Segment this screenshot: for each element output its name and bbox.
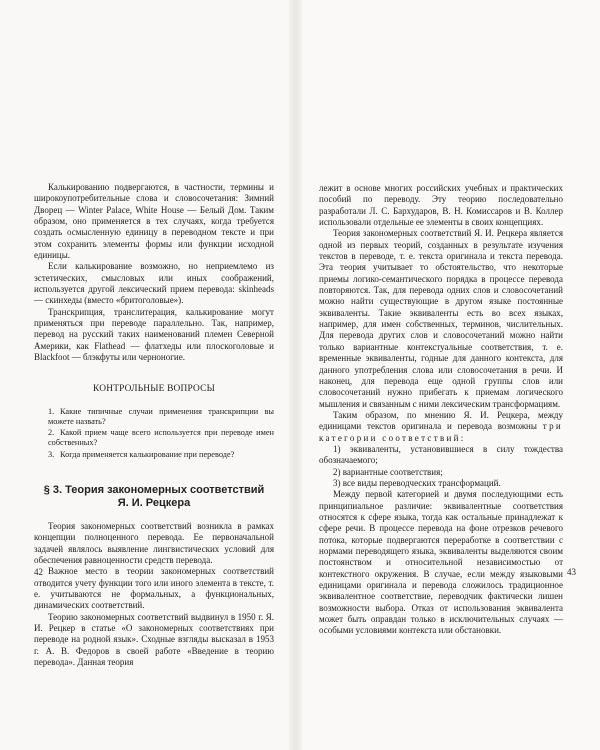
categories-intro: Таким образом, по мнению Я. И. Рецкера, между единицами текстов оригинала и перевода возможны <box>319 409 563 432</box>
questions-list <box>34 407 274 460</box>
question-item <box>48 450 274 460</box>
question-number: 1. <box>48 406 55 416</box>
section-title <box>34 484 274 511</box>
right-text-column <box>319 183 563 637</box>
section-title-line: Я. И. Рецкера <box>117 497 191 510</box>
question-item <box>48 428 274 448</box>
section-title-line: § 3. Теория закономерных соответствий <box>43 483 265 496</box>
category-item: 1) эквиваленты, установившиеся в силу тождества обозначаемого; <box>319 443 563 466</box>
book-gutter <box>289 0 302 750</box>
left-text-column <box>34 182 274 668</box>
right-page <box>302 0 600 750</box>
paragraph: лежит в основе многих российских учебных и практических пособий по переводу. Эту теорию последовательно разработали Л. С. Бархударов, В. Н. Комиссаров и В. Коллер использовали отдельные ее элементы в своих концепциях. <box>319 183 563 228</box>
category-item: 2) вариантные соответствия; <box>333 466 443 477</box>
question-number: 3. <box>48 449 55 459</box>
page-number: 42 <box>34 567 43 577</box>
question-text: Какой прием чаще всего используется при переводе имен собственных? <box>48 428 274 448</box>
question-text: Когда применяется калькирование при переводе? <box>60 449 235 459</box>
categories-spaced-text: три категории соответствий <box>319 421 563 443</box>
paragraph: Транскрипция, транслитерация, калькирование могут применяться при переводе параллельно. Так, например, перевод на русский таких наименований племен Северной Америки, как Flathead — флатхеды или плоскоголовые и Blackfoot — блэкфуты или черноногие. <box>34 306 274 363</box>
paragraph: Если калькирование возможно, но неприемлемо из эстетических, смысловых или иных соображений, используется другой лексический прием перевода: skinheads — скинхеды (вместо «бритоголовые»). <box>34 261 274 306</box>
question-number: 2. <box>48 428 55 438</box>
page-number: 43 <box>567 567 576 577</box>
paragraph: Теорию закономерных соответствий выдвинул в 1950 г. Я. И. Рецкер в статье «О закономерных соответствиях при переводе на родной язык». Сходные взгляды высказал в 1953 г. А. В. Федоров в своей работе «Введение в теорию перевода». Данная теория <box>34 611 274 667</box>
question-item <box>48 407 274 427</box>
paragraph: Таким образом, по мнению Я. И. Рецкера, между единицами текстов оригинала и перевода возможны три категории соответствий: <box>319 409 563 443</box>
paragraph: Калькированию подвергаются, в частности, термины и широкоупотребительные слова и словосочетания: Зимний Дворец — Winter Palace, White House — Белый Дом. Таким образом, оно применяется в тех случаях, когда требуется создать осмысленную единицу в переводном тексте и при этом сохранить элементы формы или функции исходной единицы. <box>34 182 274 261</box>
paragraph: Важное место в теории закономерных соответствий отводится учету функции того или иного элемента в тексте, т. е. учитываются не формальных, а функциональных, динамических соответствий. <box>34 566 274 611</box>
paragraph: Между первой категорией и двумя последующими есть принципиальное различие: эквивалентные соответствия относятся к сфере языка, тогда как остальные принадлежат к сфере речи. В процессе перевода на фоне отрезков речевого потока, которые подвергаются переработке в соответствии с нормами переводящего языка, эквиваленты выделяются своим постоянством и относительной независимостью от контекстного окружения. В случае, если между языковыми единицами оригинала и перевода сложилось традиционное эквивалентное соответствие, переводчик фактически лишен возможности выбора. Отказ от использования эквивалента может быть оправдан только в исключительных случаях — особыми условиями контекста или обстановки. <box>319 489 563 636</box>
questions-heading: КОНТРОЛЬНЫЕ ВОПРОСЫ <box>93 383 215 394</box>
category-item: 3) все виды переводческих трансформаций. <box>333 477 501 488</box>
question-text: Какие типичные случаи применения транскрипции вы можете назвать? <box>48 406 274 427</box>
paragraph: Теория закономерных соответствий возникла в рамках концепции полноценного перевода. Ее первоначальной задачей являлось выявление лингвистических условий для обеспечения равноценности средств перевода. <box>34 520 274 565</box>
left-page <box>0 0 289 750</box>
paragraph: Теория закономерных соответствий Я. И. Рецкера является одной из первых теорий, созданных в результате изучения текстов в переводе, т. е. текста оригинала и текста перевода. Эта теория учитывает то обстоятельство, что некоторые приемы логико-семантического порядка в процессе перевода повторяются. Так, для перевода одних слов и словосочетаний можно найти существующие в другом языке постоянные эквиваленты. Такие эквиваленты есть во всех языках, например, для имен собственных, терминов, числительных. Для перевода других слов и словосочетаний можно найти только вариантные контекстуальные соответствия, т. е. временные эквиваленты, годные для данного контекста, для данного употребления слова или словосочетания в речи. И наконец, для перевода еще одной группы слов или словосочетаний нужно прибегать к приемам логического мышления и связанным с ними лексическим трансформациям. <box>319 228 563 409</box>
